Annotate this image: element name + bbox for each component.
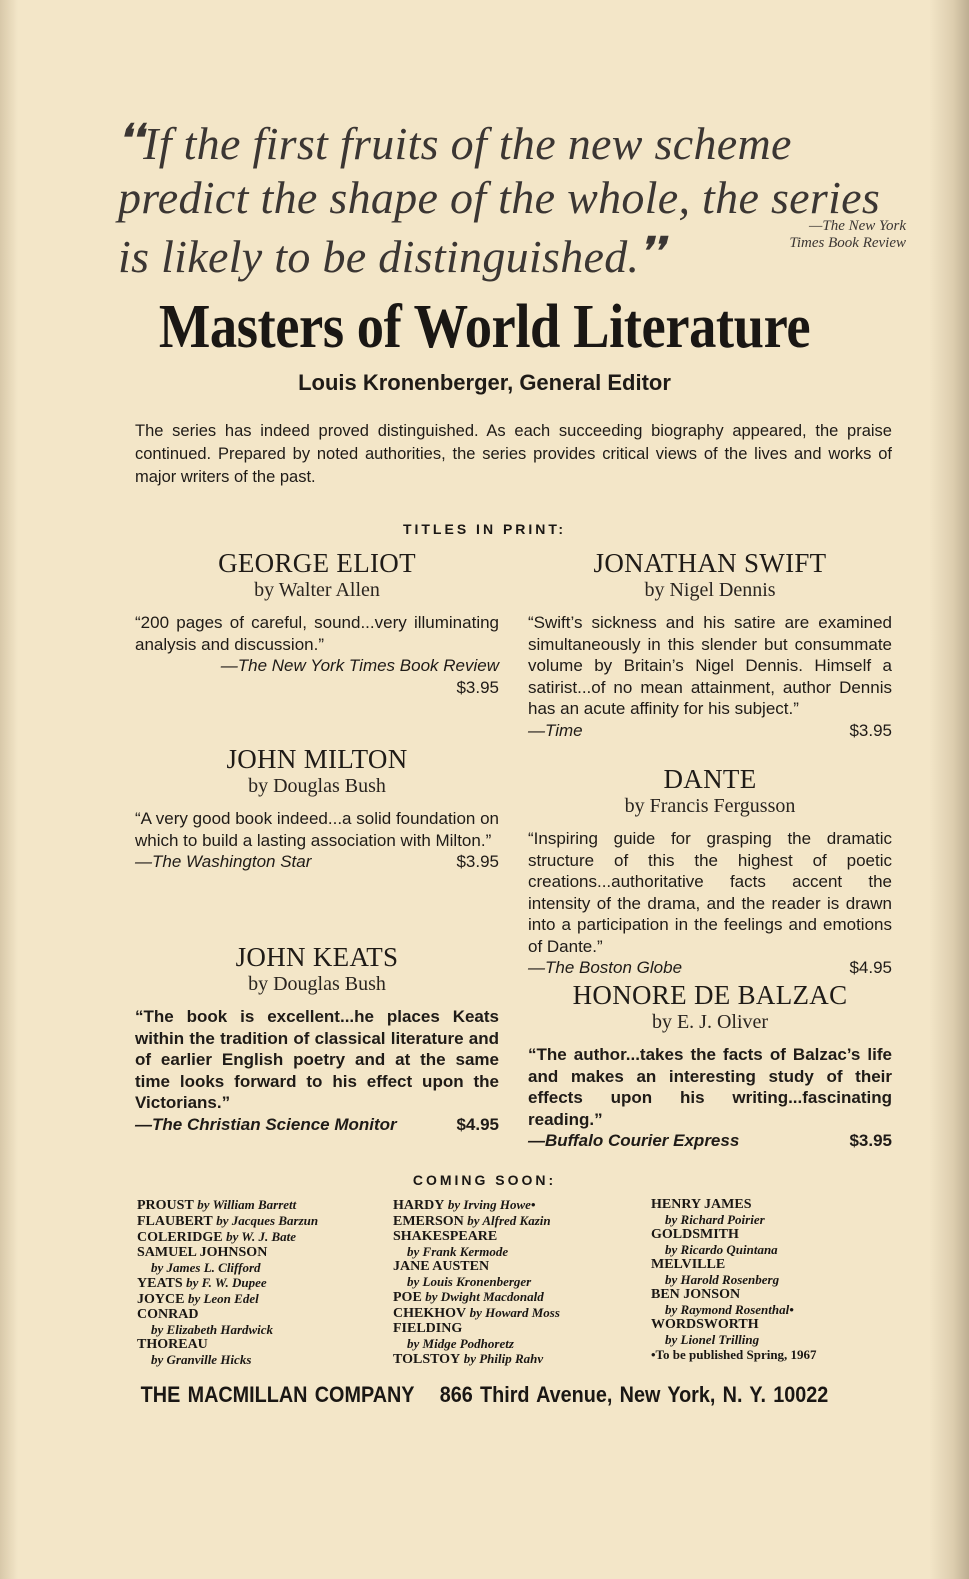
- list-item: [651, 1197, 901, 1227]
- publisher-footer: [48, 1382, 920, 1408]
- writer-name: FLAUBERT: [137, 1214, 213, 1229]
- book-title: HONORE DE BALZAC: [572, 980, 848, 1010]
- list-item: [393, 1289, 643, 1305]
- list-item: [651, 1287, 901, 1317]
- book-price: $3.95: [456, 852, 499, 871]
- review-text: “A very good book indeed...a solid foundation on which to build a lasting association with Milton.”: [135, 809, 499, 850]
- page-title: Masters of World Literature: [158, 293, 811, 361]
- review-text: “Inspiring guide for grasping the dramatic structure of this the highest of poetic creations...authoritative facts accent the intensity of the drama, and the reader is drawn into a participation in the feelings and emotions of Dante.”: [528, 829, 892, 956]
- biographer: by Jacques Barzun: [216, 1213, 319, 1228]
- book-review: [528, 1044, 892, 1152]
- coming-soon-label: COMING SOON:: [412, 1172, 557, 1188]
- publisher-address: 866 Third Avenue, New York, N. Y. 10022: [439, 1382, 829, 1407]
- list-item: [137, 1307, 387, 1337]
- book-honore-de-balzac: [528, 980, 892, 1152]
- book-price: $3.95: [849, 1131, 892, 1150]
- book-title: JOHN MILTON: [226, 744, 408, 774]
- writer-name: YEATS: [137, 1276, 183, 1291]
- list-item: [137, 1245, 387, 1275]
- biographer: by Ricardo Quintana: [665, 1242, 778, 1257]
- list-item: [651, 1317, 901, 1347]
- biographer: by Howard Moss: [469, 1305, 560, 1320]
- intro-paragraph: The series has indeed proved distinguished. As each succeeding biography appeared, the praise continued. Prepared by noted authorities, the series provides critical views of the lives and works of major writers of the past.: [135, 422, 892, 486]
- book-author: by Douglas Bush: [248, 973, 386, 995]
- writer-name: JANE AUSTEN: [393, 1259, 490, 1274]
- biographer: by Philip Rahv: [463, 1351, 544, 1366]
- writer-name: CONRAD: [137, 1307, 199, 1322]
- book-title: JONATHAN SWIFT: [593, 548, 827, 578]
- review-source-wrap: [135, 655, 499, 677]
- review-source: —The Boston Globe: [528, 958, 683, 977]
- review-text: “Swift’s sickness and his satire are examined simultaneously in this slender but consummate volume by Britain’s Nigel Dennis. Himself a satirist...of no mean attainment, author Dennis has an acute affinity for his subject.”: [528, 613, 892, 718]
- writer-name: SHAKESPEARE: [393, 1229, 498, 1244]
- writer-name: CHEKHOV: [393, 1306, 467, 1321]
- biographer: by Lionel Trilling: [665, 1332, 760, 1347]
- publisher-name: THE MACMILLAN COMPANY: [140, 1382, 415, 1407]
- quote-line-1: ❛❛If the first fruits of the new scheme: [118, 118, 792, 169]
- list-item: [137, 1291, 387, 1307]
- review-text: “200 pages of careful, sound...very illuminating analysis and discussion.”: [135, 613, 499, 654]
- review-footer: [528, 1130, 892, 1152]
- book-review: [135, 1006, 499, 1135]
- list-item: [651, 1257, 901, 1287]
- review-footer: [135, 1114, 499, 1136]
- writer-name: HARDY: [393, 1198, 445, 1213]
- writer-name: GOLDSMITH: [651, 1227, 739, 1242]
- coming-soon-column-3: [651, 1197, 901, 1362]
- review-text: “The author...takes the facts of Balzac’s life and makes an interesting study of their effects upon his writing...fascinating reading.”: [528, 1045, 892, 1129]
- book-title: JOHN KEATS: [235, 942, 399, 972]
- quote-line-2: predict the shape of the whole, the series: [118, 172, 881, 223]
- general-editor: Louis Kronenberger, General Editor: [298, 370, 671, 395]
- book-review: [528, 612, 892, 741]
- book-author: by E. J. Oliver: [651, 1011, 769, 1033]
- writer-name: BEN JONSON: [651, 1287, 741, 1302]
- quote-source: [718, 218, 906, 252]
- list-item: [137, 1229, 387, 1245]
- review-source: —The Washington Star: [135, 852, 312, 871]
- biographer: by Dwight Macdonald: [425, 1289, 544, 1304]
- book-george-eliot: [135, 548, 499, 698]
- review-source: —The Christian Science Monitor: [135, 1114, 397, 1134]
- biographer: by Frank Kermode: [407, 1244, 509, 1259]
- book-author: by Walter Allen: [254, 579, 380, 601]
- writer-name: COLERIDGE: [137, 1230, 223, 1245]
- book-price: $4.95: [456, 1114, 499, 1134]
- book-author: by Douglas Bush: [248, 775, 386, 797]
- writer-name: TOLSTOY: [393, 1352, 461, 1367]
- book-price: $4.95: [849, 958, 892, 977]
- biographer: by Raymond Rosenthal•: [665, 1302, 794, 1317]
- book-price: $3.95: [849, 720, 892, 740]
- list-item: [393, 1197, 643, 1213]
- biographer: by Granville Hicks: [151, 1352, 252, 1367]
- close-quote-mark: ❜❜: [639, 231, 665, 273]
- book-author: by Francis Fergusson: [624, 795, 796, 817]
- review-footer: [135, 851, 499, 873]
- review-text: “The book is excellent...he places Keats within the tradition of classical literature and of earlier English poetry and at the same time looks forward to his effect upon the Victorians.”: [135, 1007, 499, 1112]
- page-right-shadow: [929, 0, 969, 1579]
- book-review: [528, 828, 892, 979]
- book-title: DANTE: [663, 764, 757, 794]
- biographer: by Richard Poirier: [665, 1212, 765, 1227]
- page-left-shadow: [0, 0, 18, 1579]
- writer-name: FIELDING: [393, 1321, 463, 1336]
- quote-source-line-1: —The New York: [809, 218, 906, 234]
- biographer: by F. W. Dupee: [186, 1275, 267, 1290]
- book-dante: [528, 764, 892, 979]
- writer-name: EMERSON: [393, 1214, 464, 1229]
- biographer: by James L. Clifford: [151, 1260, 261, 1275]
- review-quote: [118, 112, 918, 284]
- biographer: by Alfred Kazin: [467, 1213, 551, 1228]
- list-item: [137, 1213, 387, 1229]
- book-john-milton: [135, 744, 499, 873]
- biographer: by Leon Edel: [187, 1291, 259, 1306]
- list-item: [393, 1321, 643, 1351]
- writer-name: HENRY JAMES: [651, 1197, 752, 1212]
- biographer: by W. J. Bate: [226, 1229, 297, 1244]
- writer-name: POE: [393, 1290, 422, 1305]
- open-quote-mark: ❛❛: [118, 118, 144, 160]
- list-item: [137, 1275, 387, 1291]
- biographer: by Irving Howe•: [447, 1197, 536, 1212]
- writer-name: PROUST: [137, 1198, 194, 1213]
- quote-line-3: is likely to be distinguished.❜❜: [118, 231, 665, 282]
- writer-name: WORDSWORTH: [651, 1317, 759, 1332]
- coming-soon-column-1: [137, 1197, 387, 1367]
- review-footer: [528, 957, 892, 979]
- writer-name: MELVILLE: [651, 1257, 726, 1272]
- review-footer: [528, 720, 892, 742]
- review-source: —The New York Times Book Review: [220, 656, 499, 675]
- book-price: $3.95: [456, 677, 499, 697]
- list-item: [393, 1351, 643, 1367]
- book-title: GEORGE ELIOT: [218, 548, 416, 578]
- list-item: [393, 1305, 643, 1321]
- biographer: by Elizabeth Hardwick: [151, 1322, 274, 1337]
- writer-name: THOREAU: [137, 1337, 208, 1352]
- publication-footnote: •To be published Spring, 1967: [651, 1347, 817, 1362]
- biographer: by William Barrett: [197, 1197, 297, 1212]
- list-item: [137, 1197, 387, 1213]
- quote-source-line-2: Times Book Review: [789, 235, 906, 251]
- book-jonathan-swift: [528, 548, 892, 741]
- list-item: [393, 1229, 643, 1259]
- list-item: [393, 1259, 643, 1289]
- list-item: [137, 1337, 387, 1367]
- list-item: [393, 1213, 643, 1229]
- writer-name: SAMUEL JOHNSON: [137, 1245, 268, 1260]
- book-john-keats: [135, 942, 499, 1135]
- list-item: [651, 1227, 901, 1257]
- book-review: [135, 808, 499, 873]
- review-source: —Time: [528, 720, 583, 740]
- review-source: —Buffalo Courier Express: [528, 1131, 740, 1150]
- titles-in-print-label: TITLES IN PRINT:: [402, 521, 567, 537]
- writer-name: JOYCE: [137, 1292, 185, 1307]
- book-author: by Nigel Dennis: [644, 579, 776, 601]
- biographer: by Louis Kronenberger: [407, 1274, 532, 1289]
- biographer: by Harold Rosenberg: [665, 1272, 780, 1287]
- biographer: by Midge Podhoretz: [407, 1336, 514, 1351]
- coming-soon-column-2: [393, 1197, 643, 1367]
- book-review: [135, 612, 499, 698]
